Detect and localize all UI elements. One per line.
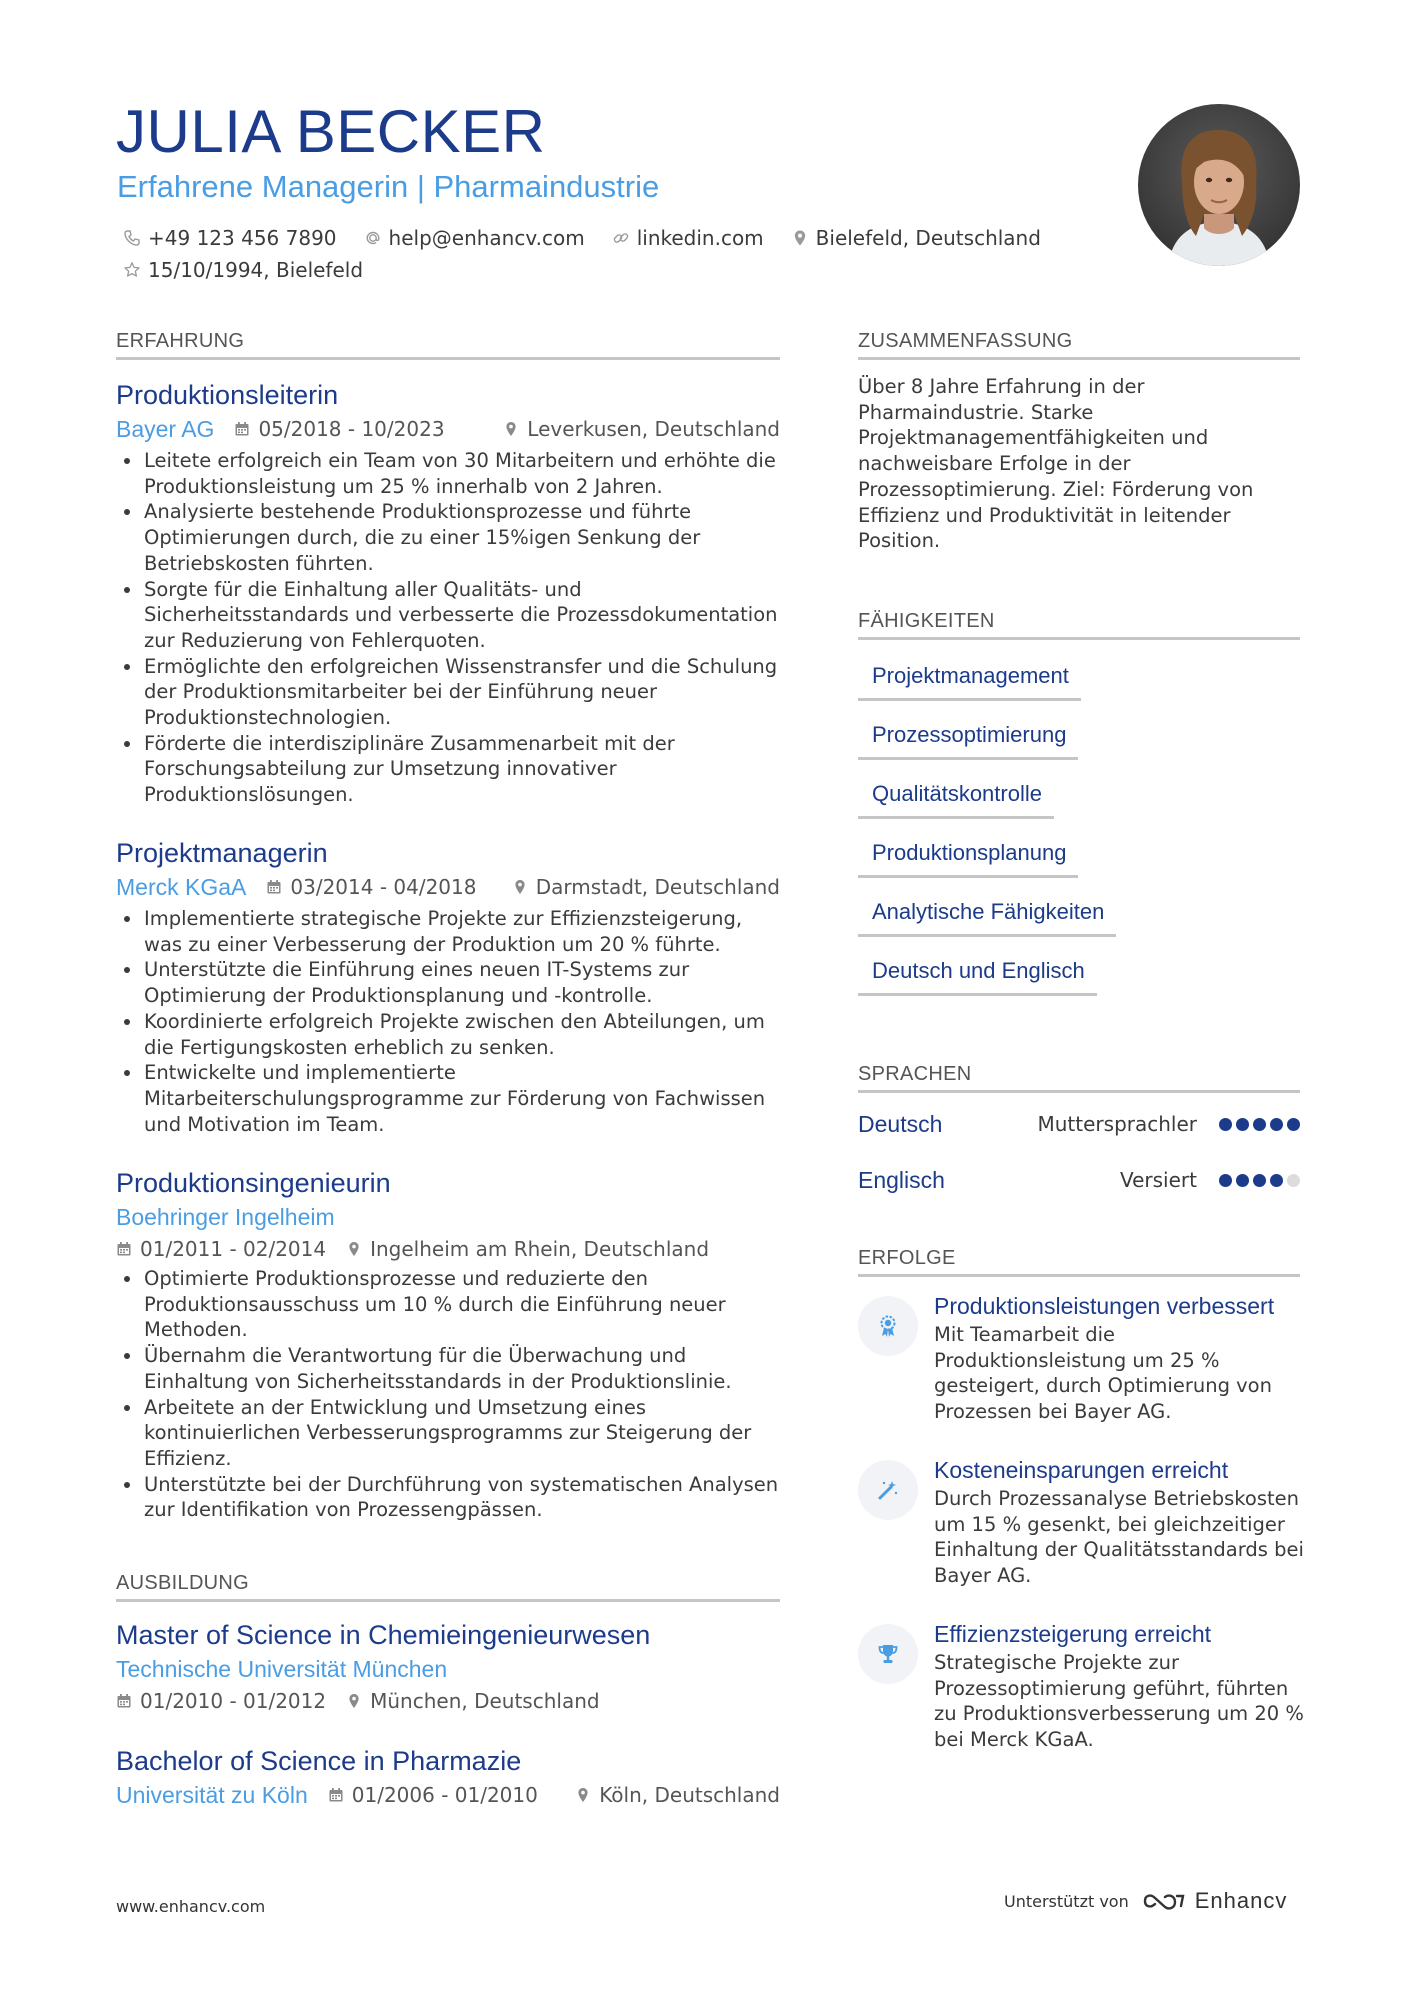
school-meta bbox=[116, 1778, 780, 1812]
location-pin-icon bbox=[346, 1241, 362, 1257]
rating-dot-filled bbox=[1253, 1174, 1266, 1187]
rating-dot-filled bbox=[1253, 1118, 1266, 1131]
education-dates bbox=[328, 1783, 538, 1807]
award-icon bbox=[858, 1296, 918, 1356]
magic-wand-icon bbox=[858, 1460, 918, 1520]
achievement-title: Produktionsleistungen verbessert bbox=[934, 1293, 1275, 1319]
language-rating bbox=[1215, 1118, 1300, 1131]
language-row bbox=[858, 1108, 1300, 1140]
achievements-section-title: ERFOLGE bbox=[858, 1247, 1300, 1277]
bullet-item: Leitete erfolgreich ein Team von 30 Mitarbeitern und erhöhte die Produktionsleistung um 25 % innerhalb von 2 Jahren. bbox=[116, 448, 780, 499]
footer-brand-name: Enhancv bbox=[1194, 1888, 1288, 1913]
job-location-text: Ingelheim am Rhein, Deutschland bbox=[370, 1237, 710, 1261]
rating-dot-filled bbox=[1270, 1118, 1283, 1131]
rating-dot-filled bbox=[1236, 1118, 1249, 1131]
skill-tag: Analytische Fähigkeiten bbox=[858, 898, 1116, 937]
language-level: Versiert bbox=[1119, 1168, 1197, 1192]
degree-title: Master of Science in Chemieingenieurwesen bbox=[116, 1620, 651, 1650]
star-icon bbox=[122, 260, 142, 280]
skills-section-title: FÄHIGKEITEN bbox=[858, 610, 1300, 640]
job-meta bbox=[116, 870, 780, 904]
rating-dot-filled bbox=[1219, 1174, 1232, 1187]
rating-dot-filled bbox=[1287, 1118, 1300, 1131]
candidate-name: JULIA BECKER bbox=[116, 98, 546, 165]
rating-dot-filled bbox=[1270, 1174, 1283, 1187]
achievement-body bbox=[934, 1618, 1304, 1753]
location-text: Bielefeld, Deutschland bbox=[815, 226, 1041, 250]
bullet-item: Übernahm die Verantwortung für die Überwachung und Einhaltung von Sicherheitsstandards in der Produktionslinie. bbox=[116, 1343, 780, 1394]
location-pin-icon bbox=[512, 879, 528, 895]
email-contact[interactable] bbox=[363, 226, 585, 250]
language-rating bbox=[1215, 1174, 1300, 1187]
education-entry bbox=[116, 1618, 780, 1716]
location-pin-icon bbox=[503, 421, 519, 437]
bullet-item: Ermöglichte den erfolgreichen Wissenstransfer und die Schulung der Produktionsmitarbeiter bei der Einführung neuer Produktionstechnologien. bbox=[116, 654, 780, 731]
job-meta bbox=[116, 412, 780, 446]
footer-powered-by: Unterstützt von bbox=[1004, 1891, 1129, 1911]
location-contact bbox=[790, 226, 1041, 250]
at-icon bbox=[363, 228, 383, 248]
education-entry bbox=[116, 1744, 780, 1812]
company-name: Boehringer Ingelheim bbox=[116, 1203, 335, 1230]
skill-tag: Prozessoptimierung bbox=[858, 721, 1078, 760]
education-section-title: AUSBILDUNG bbox=[116, 1572, 780, 1602]
bullet-item: Implementierte strategische Projekte zur Effizienzsteigerung, was zu einer Verbesserung der Produktion um 20 % führte. bbox=[116, 906, 780, 957]
location-pin-icon bbox=[790, 228, 810, 248]
location-pin-icon bbox=[575, 1787, 591, 1803]
education-location-text: Köln, Deutschland bbox=[599, 1783, 780, 1807]
calendar-icon bbox=[234, 421, 250, 437]
job-dates-text: 01/2011 - 02/2014 bbox=[140, 1237, 327, 1261]
job-title: Produktionsingenieurin bbox=[116, 1168, 391, 1198]
experience-entry bbox=[116, 1166, 780, 1523]
portrait-image bbox=[1138, 104, 1300, 266]
phone-icon bbox=[122, 228, 142, 248]
email-text: help@enhancv.com bbox=[388, 226, 585, 250]
skill-tag: Produktionsplanung bbox=[858, 839, 1078, 878]
education-location bbox=[346, 1689, 599, 1713]
calendar-icon bbox=[266, 879, 282, 895]
bullet-item: Analysierte bestehende Produktionsprozesse und führte Optimierungen durch, die zu einer 15%igen Senkung der Betriebskosten führten. bbox=[116, 499, 780, 576]
company-name: Merck KGaA bbox=[116, 873, 247, 900]
profile-photo bbox=[1138, 104, 1300, 266]
job-title: Projektmanagerin bbox=[116, 838, 328, 868]
calendar-icon bbox=[328, 1787, 344, 1803]
bullet-item: Optimierte Produktionsprozesse und reduzierte den Produktionsausschuss um 10 % durch die Einführung neuer Methoden. bbox=[116, 1266, 780, 1343]
achievement-desc: Strategische Projekte zur Prozessoptimierung geführt, führten zu Produktionsverbesserung um 20 % bei Merck KGaA. bbox=[934, 1651, 1304, 1752]
rating-dot-filled bbox=[1219, 1118, 1232, 1131]
school-name: Universität zu Köln bbox=[116, 1781, 308, 1808]
phone-contact[interactable] bbox=[122, 226, 337, 250]
language-name: Deutsch bbox=[858, 1110, 943, 1137]
rating-dot-empty bbox=[1287, 1174, 1300, 1187]
job-location-text: Darmstadt, Deutschland bbox=[535, 875, 780, 899]
job-bullets bbox=[116, 1266, 780, 1523]
job-bullets bbox=[116, 448, 780, 808]
achievement-body bbox=[934, 1454, 1304, 1589]
job-dates bbox=[234, 417, 444, 441]
education-dates bbox=[116, 1689, 326, 1713]
bullet-item: Unterstützte bei der Durchführung von systematischen Analysen zur Identifikation von Prozessengpässen. bbox=[116, 1472, 780, 1523]
job-meta-secondary bbox=[116, 1234, 780, 1264]
bullet-item: Förderte die interdisziplinäre Zusammenarbeit mit der Forschungsabteilung zur Umsetzung innovativer Produktionslösungen. bbox=[116, 731, 780, 808]
bullet-item: Entwickelte und implementierte Mitarbeiterschulungsprogramme zur Förderung von Fachwissen und Motivation im Team. bbox=[116, 1060, 780, 1137]
experience-section-title: ERFAHRUNG bbox=[116, 330, 780, 360]
language-level: Muttersprachler bbox=[1037, 1112, 1197, 1136]
skill-tag: Qualitätskontrolle bbox=[858, 780, 1054, 819]
bullet-item: Unterstützte die Einführung eines neuen IT-Systems zur Optimierung der Produktionsplanung und -kontrolle. bbox=[116, 957, 780, 1008]
linkedin-text: linkedin.com bbox=[636, 226, 764, 250]
achievement-desc: Mit Teamarbeit die Produktionsleistung um 25 % gesteigert, durch Optimierung von Prozessen bei Bayer AG. bbox=[934, 1323, 1272, 1424]
job-dates-text: 05/2018 - 10/2023 bbox=[258, 417, 445, 441]
bullet-item: Koordinierte erfolgreich Projekte zwischen den Abteilungen, um die Fertigungskosten erheblich zu senken. bbox=[116, 1009, 780, 1060]
job-location bbox=[503, 417, 780, 441]
contact-info bbox=[122, 224, 1062, 288]
language-row bbox=[858, 1164, 1300, 1196]
education-dates-text: 01/2006 - 01/2010 bbox=[351, 1783, 538, 1807]
summary-text: Über 8 Jahre Erfahrung in der Pharmaindustrie. Starke Projektmanagementfähigkeiten und nachweisbare Erfolge in der Prozessoptimierung. Ziel: Förderung von Effizienz und Produktivität in leitender Position. bbox=[858, 375, 1254, 553]
education-location bbox=[575, 1783, 780, 1807]
bullet-item: Arbeitete an der Entwicklung und Umsetzung eines kontinuierlichen Verbesserungsprogramms zur Steigerung der Effizienz. bbox=[116, 1395, 780, 1472]
footer-branding bbox=[1004, 1888, 1287, 1914]
location-pin-icon bbox=[346, 1693, 362, 1709]
job-location bbox=[346, 1237, 709, 1261]
achievement-desc: Durch Prozessanalyse Betriebskosten um 15 % gesenkt, bei gleichzeitiger Einhaltung der Qualitätsstandards bei Bayer AG. bbox=[934, 1487, 1304, 1588]
job-title: Produktionsleiterin bbox=[116, 380, 339, 410]
degree-title: Bachelor of Science in Pharmazie bbox=[116, 1746, 522, 1776]
job-bullets bbox=[116, 906, 780, 1137]
education-meta bbox=[116, 1686, 780, 1716]
job-dates bbox=[266, 875, 476, 899]
enhancv-logo-icon bbox=[1141, 1888, 1187, 1914]
birth-text: 15/10/1994, Bielefeld bbox=[148, 258, 364, 282]
achievement-title: Effizienzsteigerung erreicht bbox=[934, 1621, 1211, 1647]
company-name: Bayer AG bbox=[116, 415, 215, 442]
job-meta bbox=[116, 1200, 780, 1234]
rating-dot-filled bbox=[1236, 1174, 1249, 1187]
languages-section-title: SPRACHEN bbox=[858, 1063, 1300, 1093]
experience-entry bbox=[116, 836, 780, 1137]
education-dates-text: 01/2010 - 01/2012 bbox=[140, 1689, 327, 1713]
linkedin-contact[interactable] bbox=[611, 226, 764, 250]
bullet-item: Sorgte für die Einhaltung aller Qualitäts- und Sicherheitsstandards und verbesserte die Prozessdokumentation zur Reduzierung von Fehlerquoten. bbox=[116, 577, 780, 654]
achievement-title: Kosteneinsparungen erreicht bbox=[934, 1457, 1229, 1483]
phone-text: +49 123 456 7890 bbox=[148, 226, 337, 250]
job-location bbox=[512, 875, 780, 899]
skill-tag: Projektmanagement bbox=[858, 662, 1081, 701]
school-name: Technische Universität München bbox=[116, 1655, 448, 1682]
job-dates-text: 03/2014 - 04/2018 bbox=[290, 875, 477, 899]
language-name: Englisch bbox=[858, 1166, 945, 1193]
achievement-body bbox=[934, 1290, 1304, 1425]
footer-website[interactable]: www.enhancv.com bbox=[116, 1897, 266, 1916]
summary-section-title: ZUSAMMENFASSUNG bbox=[858, 330, 1300, 360]
trophy-icon bbox=[858, 1624, 918, 1684]
job-location-text: Leverkusen, Deutschland bbox=[527, 417, 780, 441]
calendar-icon bbox=[116, 1693, 132, 1709]
calendar-icon bbox=[116, 1241, 132, 1257]
skill-tag: Deutsch und Englisch bbox=[858, 957, 1097, 996]
candidate-headline: Erfahrene Managerin | Pharmaindustrie bbox=[117, 169, 660, 204]
job-dates bbox=[116, 1237, 326, 1261]
education-location-text: München, Deutschland bbox=[370, 1689, 600, 1713]
experience-entry bbox=[116, 378, 780, 808]
birth-contact bbox=[122, 258, 363, 282]
school-meta bbox=[116, 1652, 780, 1686]
link-icon bbox=[611, 228, 631, 248]
